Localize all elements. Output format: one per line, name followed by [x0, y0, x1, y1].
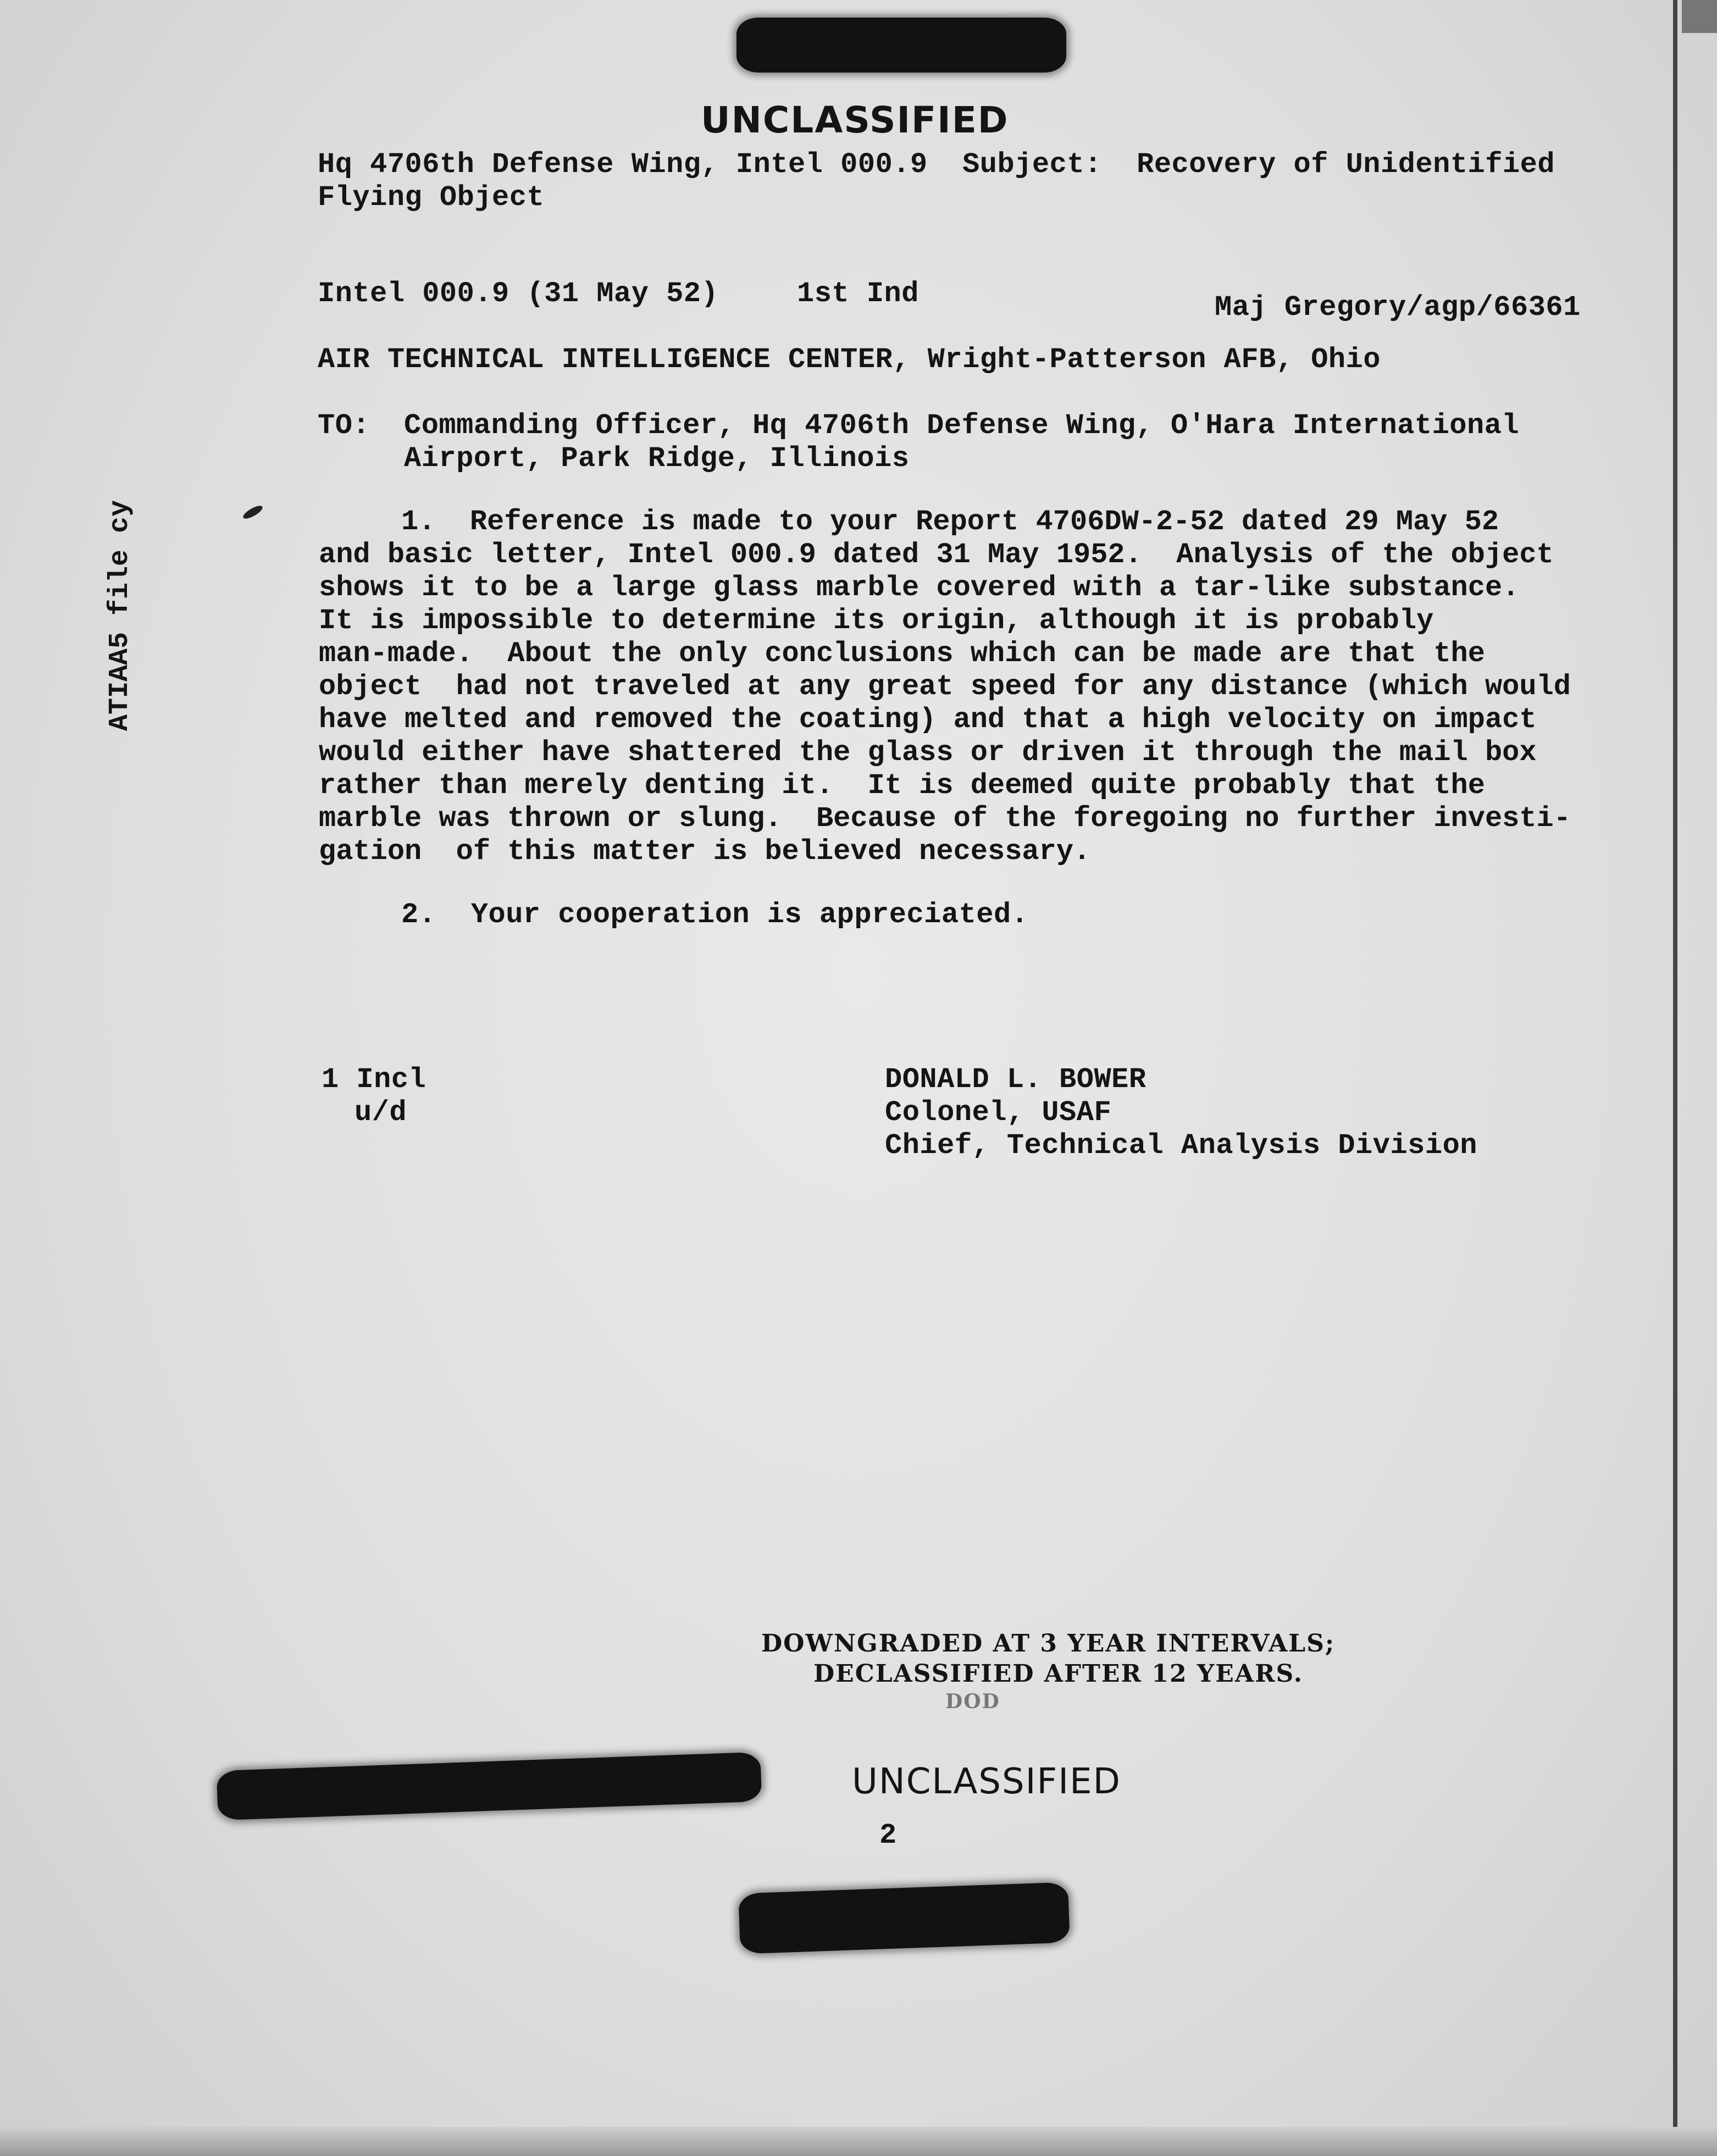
downgrade-line-3: DOD: [945, 1690, 1000, 1713]
paragraph-1-line: have melted and removed the coating) and that a high velocity on impact: [319, 703, 1537, 736]
scan-edge-right: [1673, 0, 1677, 2156]
pen-mark: [241, 503, 264, 521]
subject-line-2: Flying Object: [318, 181, 545, 214]
paragraph-1-line: would either have shattered the glass or driven it through the mail box: [319, 736, 1537, 769]
paragraph-1-line: object had not traveled at any great speed for any distance (which would: [319, 670, 1571, 703]
scan-edge-corner: [1682, 0, 1717, 33]
signer-name: DONALD L. BOWER: [885, 1063, 1146, 1096]
scan-edge-bottom: [0, 2127, 1717, 2156]
signer-title: Chief, Technical Analysis Division: [885, 1129, 1477, 1162]
to-label: TO:: [318, 409, 370, 442]
paragraph-1: [319, 506, 1571, 868]
classification-top: UNCLASSIFIED: [701, 99, 1009, 141]
from-line: AIR TECHNICAL INTELLIGENCE CENTER, Wright-Patterson AFB, Ohio: [318, 343, 1381, 376]
paragraph-1-line: It is impossible to determine its origin, although it is probably: [319, 605, 1434, 637]
downgrade-line-1: DOWNGRADED AT 3 YEAR INTERVALS;: [761, 1630, 1336, 1658]
reference-number: Intel 000.9 (31 May 52): [318, 278, 719, 310]
paragraph-1-line: 1. Reference is made to your Report 4706DW-2-52 dated 29 May 52: [401, 506, 1499, 538]
redaction-bottom-center: [738, 1882, 1070, 1954]
page-number: 2: [879, 1819, 897, 1852]
paragraph-1-line: gation of this matter is believed necessary.: [319, 835, 1091, 868]
subject-line-1: Hq 4706th Defense Wing, Intel 000.9 Subject: Recovery of Unidentified: [318, 148, 1555, 181]
paragraph-1-line: rather than merely denting it. It is deemed quite probably that the: [319, 769, 1485, 802]
paragraph-1-line: marble was thrown or slung. Because of the foregoing no further investi-: [319, 802, 1571, 835]
classification-bottom: UNCLASSIFIED: [852, 1761, 1121, 1802]
enclosure-line-2: u/d: [355, 1096, 407, 1129]
paragraph-1-line: and basic letter, Intel 000.9 dated 31 May 1952. Analysis of the object: [319, 539, 1554, 571]
paragraph-1-line: shows it to be a large glass marble covered with a tar-like substance.: [319, 572, 1520, 604]
redaction-top: [736, 18, 1066, 73]
to-line-2: Airport, Park Ridge, Illinois: [404, 442, 910, 475]
paragraph-1-line: man-made. About the only conclusions which can be made are that the: [319, 638, 1485, 670]
margin-note: ATIAA5 file cy: [104, 500, 136, 731]
downgrade-line-2: DECLASSIFIED AFTER 12 YEARS.: [813, 1660, 1304, 1688]
author-initials: Maj Gregory/agp/66361: [1215, 291, 1581, 324]
indorsement: 1st Ind: [797, 278, 919, 310]
to-line-1: Commanding Officer, Hq 4706th Defense Wing, O'Hara International: [404, 409, 1520, 442]
signer-rank: Colonel, USAF: [885, 1096, 1112, 1129]
enclosure-line-1: 1 Incl: [322, 1063, 427, 1096]
redaction-bottom-left: [217, 1752, 762, 1820]
paragraph-2: 2. Your cooperation is appreciated.: [401, 899, 1029, 931]
